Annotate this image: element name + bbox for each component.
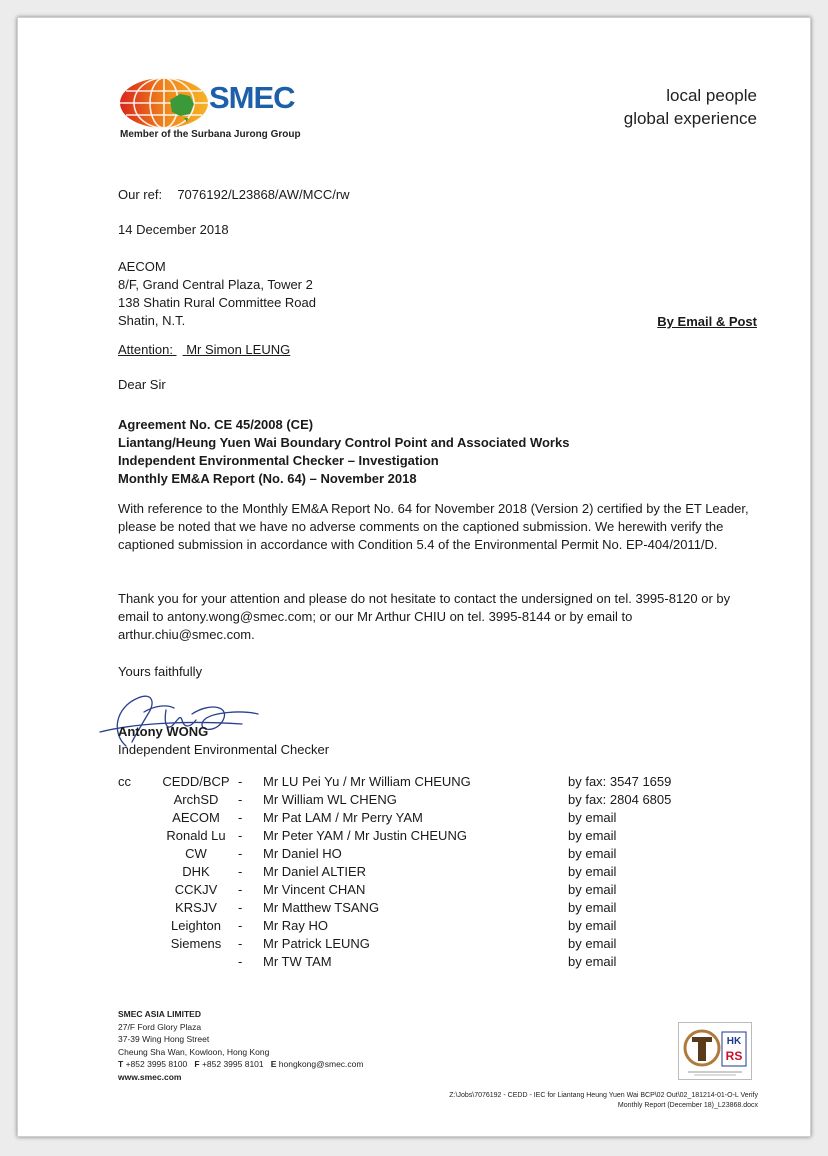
cc-name: Mr William WL CHENG: [263, 792, 397, 807]
cc-name: Mr LU Pei Yu / Mr William CHEUNG: [263, 774, 471, 789]
cc-org: AECOM: [172, 810, 220, 825]
email-label: E: [270, 1059, 277, 1069]
svg-text:HK: HK: [726, 1036, 742, 1047]
subject-line: Independent Environmental Checker – Investigation: [118, 453, 439, 468]
salutation: Dear Sir: [118, 377, 166, 392]
subject-line: Monthly EM&A Report (No. 64) – November 2018: [118, 471, 417, 486]
fax-value: +852 3995 8101: [201, 1059, 264, 1069]
cc-dash: -: [238, 846, 243, 861]
cc-via: by fax: 2804 6805: [568, 792, 672, 807]
file-path: [449, 1091, 758, 1111]
our-ref-value: 7076192/L23868/AW/MCC/rw: [177, 187, 350, 202]
signatory-title: Independent Environmental Checker: [118, 742, 330, 757]
cc-dash: -: [238, 900, 243, 915]
member-line: Member of the Surbana Jurong Group: [120, 129, 301, 140]
cc-dash: -: [238, 936, 243, 951]
cc-via: by email: [568, 936, 617, 951]
email-value: hongkong@smec.com: [278, 1059, 364, 1069]
tagline: [624, 84, 757, 130]
tagline-line-2: global experience: [623, 109, 757, 128]
cc-name: Mr Ray HO: [263, 918, 328, 933]
attention-line: [118, 341, 290, 359]
cc-dash: -: [238, 810, 243, 825]
letter-page: [17, 17, 811, 1137]
company-footer: [118, 1008, 363, 1083]
file-path-line: Z:\Jobs\7076192 - CEDD - IEC for Liantang Heung Yuen Wai BCP\02 Out\02_181214-01-O-L Verify: [449, 1092, 758, 1099]
cc-org: CEDD/BCP: [162, 774, 230, 789]
cc-via: by email: [568, 882, 617, 897]
attention-name: Mr Simon LEUNG: [186, 342, 291, 357]
cc-via: by email: [568, 918, 617, 933]
cc-via: by email: [568, 828, 617, 843]
phone-value: +852 3995 8100: [125, 1059, 188, 1069]
tagline-line-1: local people: [666, 86, 757, 105]
subject-line: Liantang/Heung Yuen Wai Boundary Control Point and Associated Works: [118, 435, 570, 450]
cc-via: by email: [568, 846, 617, 861]
footer-address-line: 37-39 Wing Hong Street: [118, 1034, 210, 1044]
cc-name: Mr Daniel ALTIER: [263, 864, 367, 879]
cc-dash: -: [238, 954, 243, 969]
address-line: 8/F, Grand Central Plaza, Tower 2: [118, 277, 313, 292]
cc-dash: -: [238, 918, 243, 933]
cc-org: DHK: [182, 864, 210, 879]
cc-via: by fax: 3547 1659: [568, 774, 672, 789]
recipient-address: [118, 258, 316, 330]
cc-via: by email: [568, 954, 617, 969]
hkrs-certification-logo-icon: [678, 1022, 752, 1080]
letter-date: 14 December 2018: [118, 222, 229, 237]
cc-dash: -: [238, 774, 243, 789]
smec-logo-wordmark: SMEC: [209, 80, 295, 115]
our-ref-label: Our ref:: [118, 187, 163, 202]
footer-address-line: 27/F Ford Glory Plaza: [118, 1021, 202, 1032]
cc-name: Mr Peter YAM / Mr Justin CHEUNG: [263, 828, 467, 843]
delivery-method: By Email & Post: [657, 314, 757, 329]
fax-label: F: [194, 1059, 200, 1069]
file-path-line: Monthly Report (December 18)_L23868.docx: [617, 1102, 758, 1109]
cc-via: by email: [568, 864, 617, 879]
cc-name: Mr TW TAM: [263, 954, 332, 969]
our-ref: [118, 186, 350, 204]
cc-org: Leighton: [171, 918, 221, 933]
cc-dash: -: [238, 792, 243, 807]
paragraph-1: With reference to the Monthly EM&A Report No. 64 for November 2018 (Version 2) certified by the ET Leader, please be noted that we have no adverse comments on the captioned submission. We herewith verify the captioned submission in accordance with Condition 5.4 of the Environmental Permit No. EP-404/2011/D.: [118, 501, 749, 552]
cc-name: Mr Pat LAM / Mr Perry YAM: [263, 810, 423, 825]
footer-website: www.smec.com: [118, 1071, 182, 1082]
cc-name: Mr Matthew TSANG: [263, 900, 380, 915]
cc-name: Mr Patrick LEUNG: [263, 936, 370, 951]
footer-address-line: Cheung Sha Wan, Kowloon, Hong Kong: [118, 1046, 270, 1057]
address-line: AECOM: [118, 259, 166, 274]
cc-dash: -: [238, 828, 243, 843]
cc-dash: -: [238, 864, 243, 879]
attention-label: Attention:: [118, 342, 173, 357]
closing: Yours faithfully: [118, 664, 203, 679]
cc-label: cc: [118, 774, 131, 789]
cc-org: Siemens: [170, 936, 222, 951]
signatory-name: Antony WONG: [118, 724, 209, 739]
cc-org: KRSJV: [175, 900, 217, 915]
cc-name: Mr Daniel HO: [263, 846, 342, 861]
footer-contact-line: [118, 1058, 363, 1071]
cc-org: CCKJV: [174, 882, 218, 897]
subject-line: Agreement No. CE 45/2008 (CE): [118, 417, 314, 432]
paragraph-2: Thank you for your attention and please do not hesitate to contact the undersigned on tel. 3995-8120 or by email to antony.wong@smec.com; or our Mr Arthur CHIU on tel. 3995-8144 or by email to arthur.chiu@smec.com.: [118, 591, 731, 642]
address-line: Shatin, N.T.: [118, 313, 186, 328]
cc-via: by email: [568, 900, 617, 915]
address-line: 138 Shatin Rural Committee Road: [118, 295, 316, 310]
smec-globe-logo-icon: [118, 74, 220, 132]
cc-dash: -: [238, 882, 243, 897]
svg-text:RS: RS: [725, 1049, 743, 1063]
subject-block: [118, 416, 569, 488]
cc-org: Ronald Lu: [166, 828, 226, 843]
cc-org: ArchSD: [173, 792, 219, 807]
phone-label: T: [118, 1059, 124, 1069]
footer-company: SMEC ASIA LIMITED: [118, 1009, 201, 1019]
cc-via: by email: [568, 810, 617, 825]
cc-org: CW: [185, 846, 207, 861]
cc-name: Mr Vincent CHAN: [263, 882, 366, 897]
